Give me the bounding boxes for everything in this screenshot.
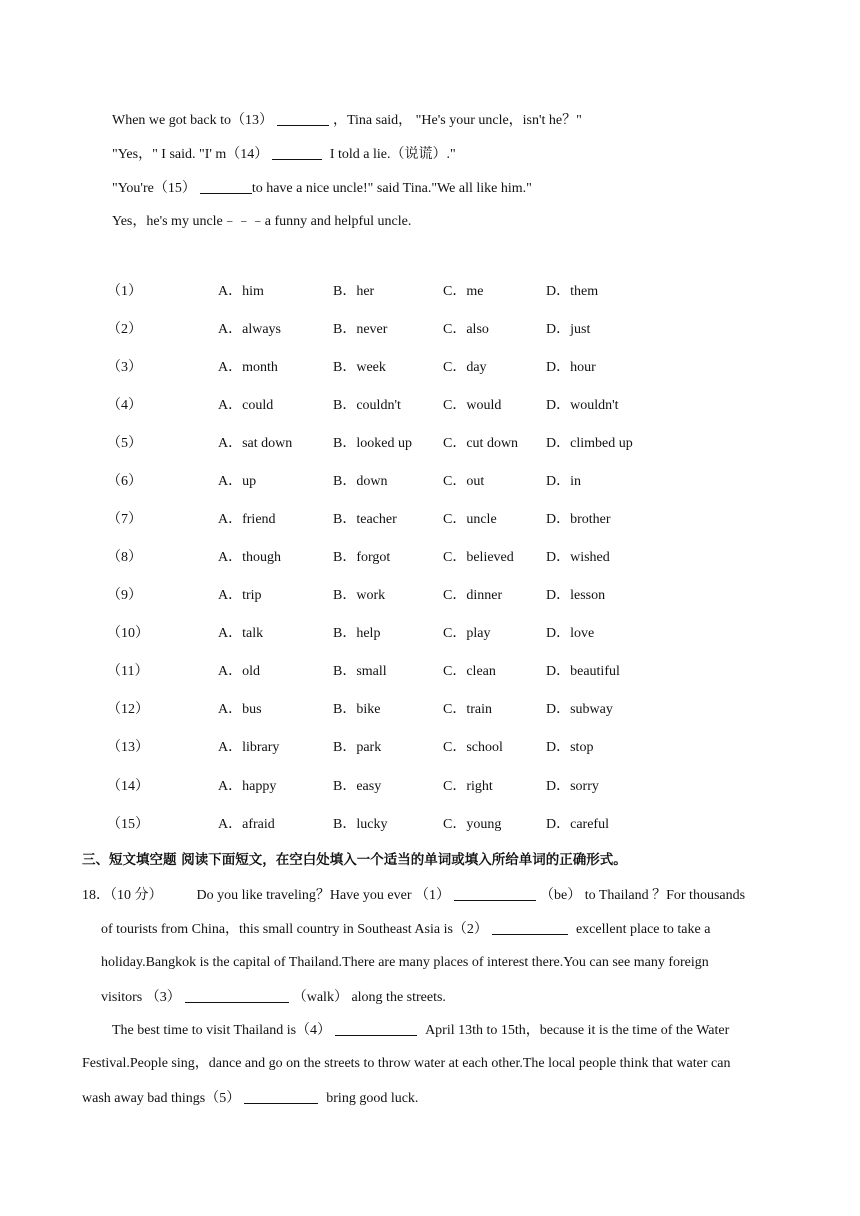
question-number: （11）	[107, 664, 149, 679]
q18-line-5	[112, 1020, 729, 1041]
option-b[interactable]: B．down	[333, 474, 388, 489]
dialogue-text: I told a lie.（说谎）."	[326, 147, 456, 162]
option-d[interactable]: D．stop	[546, 740, 594, 755]
question-number: （12）	[107, 702, 149, 717]
answer-blank-15[interactable]	[200, 178, 252, 194]
option-c[interactable]: C．dinner	[443, 588, 503, 603]
option-row	[0, 815, 860, 835]
option-row	[0, 282, 860, 302]
option-c[interactable]: C．would	[443, 398, 502, 413]
question-number: （15）	[107, 817, 149, 832]
question-number: （13）	[107, 740, 149, 755]
option-b[interactable]: B．looked up	[333, 436, 412, 451]
option-row	[0, 472, 860, 492]
passage-text: excellent place to take a	[575, 922, 711, 937]
question-number: （3）	[107, 360, 142, 375]
question-number: （9）	[107, 588, 142, 603]
option-d[interactable]: D．beautiful	[546, 664, 620, 679]
option-row	[0, 434, 860, 454]
option-d[interactable]: D．in	[546, 474, 581, 489]
option-b[interactable]: B．lucky	[333, 817, 388, 832]
option-b[interactable]: B．forgot	[333, 550, 391, 565]
question-number: （1）	[107, 284, 142, 299]
option-c[interactable]: C．also	[443, 322, 489, 337]
answer-blank-5[interactable]	[244, 1088, 318, 1104]
dialogue-text: "You're（15）	[112, 181, 196, 196]
option-d[interactable]: D．them	[546, 284, 599, 299]
option-row	[0, 777, 860, 797]
dialogue-text: ，Tina said， "He's your uncle，isn't he？"	[332, 113, 582, 128]
option-c[interactable]: C．play	[443, 626, 491, 641]
option-row	[0, 700, 860, 720]
answer-blank-1[interactable]	[454, 885, 536, 901]
option-b[interactable]: B．park	[333, 740, 382, 755]
option-a[interactable]: A．trip	[218, 588, 262, 603]
dialogue-text: to have a nice uncle!" said Tina."We all like him."	[251, 181, 532, 196]
question-number: （10）	[107, 626, 149, 641]
option-d[interactable]: D．wouldn't	[546, 398, 619, 413]
option-b[interactable]: B．work	[333, 588, 386, 603]
option-c[interactable]: C．right	[443, 779, 493, 794]
option-c[interactable]: C．believed	[443, 550, 514, 565]
question-label: 18．（10 分）	[82, 888, 163, 903]
passage-text: bring good luck.	[326, 1091, 419, 1106]
option-d[interactable]: D．wished	[546, 550, 610, 565]
section-title: 三、短文填空题 阅读下面短文，在空白处填入一个适当的单词或填入所给单词的正确形式。	[82, 852, 627, 868]
option-c[interactable]: C．school	[443, 740, 503, 755]
answer-blank-4[interactable]	[335, 1020, 417, 1036]
option-d[interactable]: D．sorry	[546, 779, 599, 794]
option-a[interactable]: A．always	[218, 322, 281, 337]
answer-blank-3[interactable]	[185, 987, 289, 1003]
option-a[interactable]: A．library	[218, 740, 280, 755]
option-a[interactable]: A．friend	[218, 512, 276, 527]
option-b[interactable]: B．bike	[333, 702, 381, 717]
option-a[interactable]: A．talk	[218, 626, 264, 641]
option-c[interactable]: C．young	[443, 817, 502, 832]
option-d[interactable]: D．subway	[546, 702, 613, 717]
answer-blank-14[interactable]	[272, 144, 322, 160]
question-number: （14）	[107, 779, 149, 794]
question-number: （7）	[107, 512, 142, 527]
option-b[interactable]: B．small	[333, 664, 387, 679]
option-a[interactable]: A．afraid	[218, 817, 275, 832]
passage-text: holiday.Bangkok is the capital of Thailand.There are many places of interest there.You can see many foreign	[101, 955, 709, 970]
option-row	[0, 396, 860, 416]
option-d[interactable]: D．love	[546, 626, 595, 641]
option-a[interactable]: A．month	[218, 360, 278, 375]
option-a[interactable]: A．old	[218, 664, 260, 679]
option-b[interactable]: B．never	[333, 322, 388, 337]
option-d[interactable]: D．brother	[546, 512, 611, 527]
passage-text: （walk） along the streets.	[292, 990, 446, 1005]
option-b[interactable]: B．couldn't	[333, 398, 401, 413]
option-c[interactable]: C．clean	[443, 664, 496, 679]
option-c[interactable]: C．day	[443, 360, 487, 375]
passage-text: Do you like traveling？Have you ever （1）	[196, 888, 450, 903]
option-b[interactable]: B．help	[333, 626, 381, 641]
dialogue-text: "Yes，" I said. "I' m（14）	[112, 147, 269, 162]
dialogue-line-2	[112, 144, 456, 165]
option-row	[0, 662, 860, 682]
option-row	[0, 358, 860, 378]
option-a[interactable]: A．bus	[218, 702, 262, 717]
option-a[interactable]: A．him	[218, 284, 264, 299]
passage-text: wash away bad things（5）	[82, 1091, 241, 1106]
option-c[interactable]: C．cut down	[443, 436, 519, 451]
dialogue-line-4	[112, 212, 411, 232]
option-a[interactable]: A．though	[218, 550, 281, 565]
passage-text: of tourists from China，this small country in Southeast Asia is（2）	[101, 922, 488, 937]
passage-text: visitors （3）	[101, 990, 181, 1005]
option-d[interactable]: D．just	[546, 322, 591, 337]
option-a[interactable]: A．sat down	[218, 436, 293, 451]
option-row	[0, 510, 860, 530]
question-number: （5）	[107, 436, 142, 451]
option-c[interactable]: C．out	[443, 474, 485, 489]
option-b[interactable]: B．her	[333, 284, 375, 299]
question-number: （2）	[107, 322, 142, 337]
option-d[interactable]: D．careful	[546, 817, 609, 832]
option-d[interactable]: D．lesson	[546, 588, 606, 603]
option-row	[0, 548, 860, 568]
answer-blank-2[interactable]	[492, 919, 568, 935]
option-row	[0, 624, 860, 644]
q18-line-1	[82, 885, 745, 906]
question-number: （4）	[107, 398, 142, 413]
q18-line-4	[101, 987, 446, 1008]
option-d[interactable]: D．hour	[546, 360, 596, 375]
dialogue-text: When we got back to（13）	[112, 113, 273, 128]
q18-line-3	[101, 953, 709, 973]
option-c[interactable]: C．train	[443, 702, 492, 717]
passage-text: The best time to visit Thailand is（4）	[112, 1023, 332, 1038]
option-row	[0, 320, 860, 340]
option-a[interactable]: A．happy	[218, 779, 277, 794]
option-a[interactable]: A．could	[218, 398, 274, 413]
option-c[interactable]: C．uncle	[443, 512, 497, 527]
q18-line-6	[82, 1054, 730, 1074]
question-number: （6）	[107, 474, 142, 489]
passage-text: （be） to Thailand ？For thousands	[540, 888, 746, 903]
dialogue-line-3	[112, 178, 532, 199]
option-b[interactable]: B．easy	[333, 779, 382, 794]
answer-blank-13[interactable]	[277, 110, 329, 126]
passage-text: April 13th to 15th，because it is the time of the Water	[425, 1023, 730, 1038]
dialogue-text: Yes，he's my uncle﹣﹣﹣a funny and helpful uncle.	[112, 214, 412, 229]
question-number: （8）	[107, 550, 142, 565]
option-row	[0, 738, 860, 758]
option-b[interactable]: B．teacher	[333, 512, 397, 527]
option-b[interactable]: B．week	[333, 360, 386, 375]
q18-line-2	[101, 919, 710, 940]
dialogue-line-1	[112, 110, 582, 131]
option-c[interactable]: C．me	[443, 284, 484, 299]
option-row	[0, 586, 860, 606]
option-d[interactable]: D．climbed up	[546, 436, 633, 451]
passage-text: Festival.People sing，dance and go on the streets to throw water at each other.The local people think that water can	[82, 1056, 731, 1071]
q18-line-7	[82, 1088, 418, 1109]
option-a[interactable]: A．up	[218, 474, 257, 489]
